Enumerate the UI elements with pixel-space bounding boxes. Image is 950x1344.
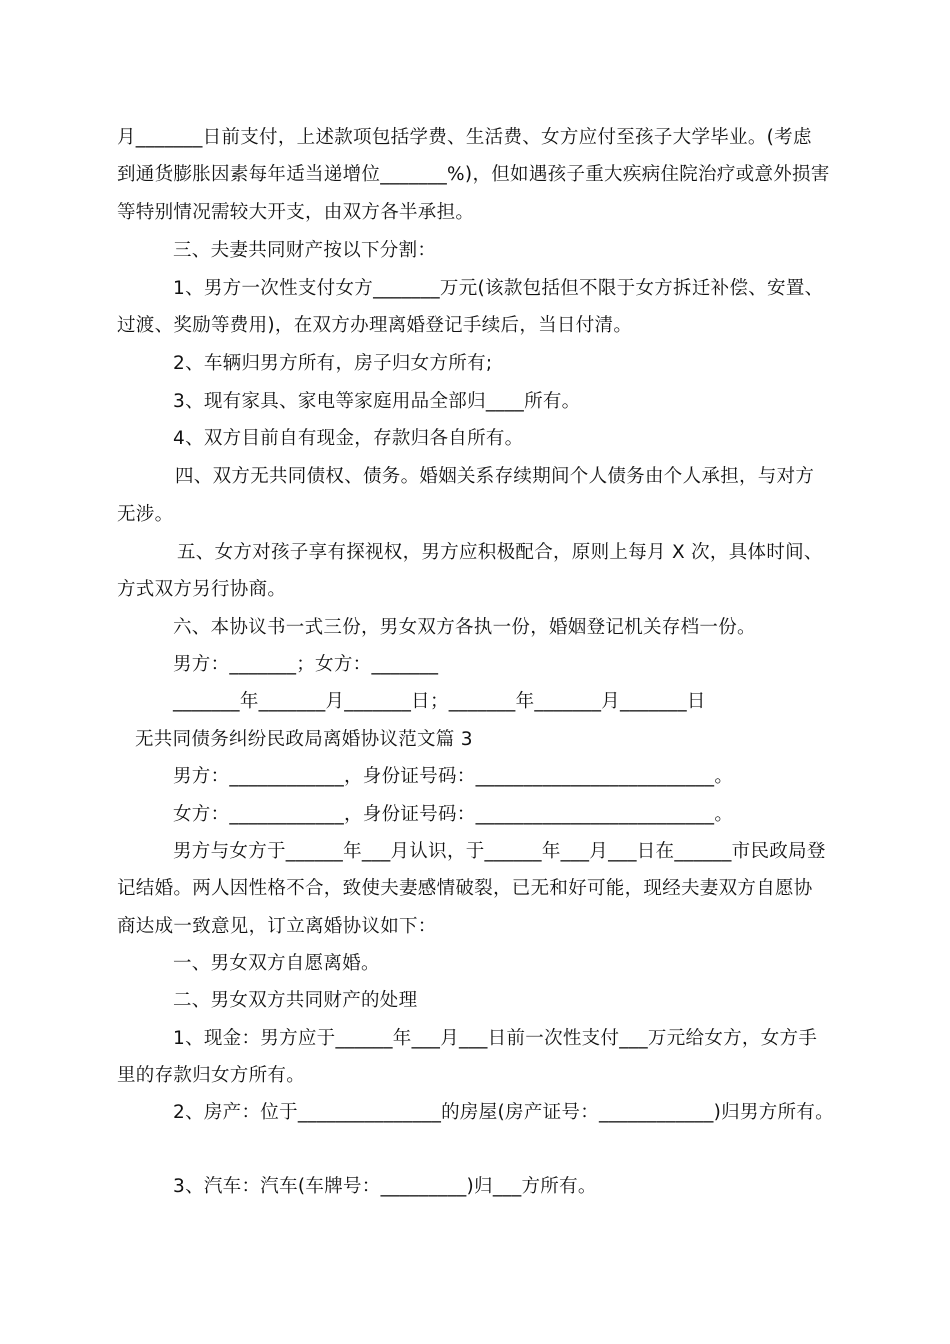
paragraph-line: 方式双方另行协商。 [117, 579, 287, 600]
date-line: _______年_______月_______日；_______年_______月_______日 [173, 691, 706, 712]
paragraph-line: 等特别情况需较大开支，由双方各半承担。 [117, 202, 475, 223]
signature-line: 男方：_______；女方：_______ [173, 654, 439, 675]
section-heading: 三、夫妻共同财产按以下分割： [173, 240, 437, 261]
paragraph-line: 1、现金：男方应于______年___月___日前一次性支付___万元给女方，女方手 [173, 1028, 818, 1049]
paragraph-line: 2、房产：位于_______________的房屋(房产证号：____________)归男方所有。 [173, 1102, 834, 1123]
paragraph-line: 1、男方一次性支付女方_______万元(该款包括但不限于女方拆迁补偿、安置、 [173, 278, 824, 299]
document-title: 无共同债务纠纷民政局离婚协议范文篇 3 [135, 729, 473, 750]
paragraph-line: 男方与女方于______年___月认识，于______年___月___日在______市民政局登 [173, 841, 826, 862]
paragraph-line: 月_______日前支付，上述款项包括学费、生活费、女方应付至孩子大学毕业。(考虑 [117, 127, 812, 148]
section-heading: 一、男女双方自愿离婚。 [173, 953, 380, 974]
party-line-male: 男方：____________，身份证号码：_________________________。 [173, 766, 734, 787]
paragraph-line: 到通货膨胀因素每年适当递增位_______%)，但如遇孩子重大疾病住院治疗或意外损害 [117, 164, 830, 185]
party-line-female: 女方：____________，身份证号码：_________________________。 [173, 804, 734, 825]
section-heading: 二、男女双方共同财产的处理 [173, 990, 418, 1011]
paragraph-line: 里的存款归女方所有。 [117, 1065, 306, 1086]
paragraph-line: 2、车辆归男方所有，房子归女方所有; [173, 353, 493, 374]
paragraph-line: 3、现有家具、家电等家庭用品全部归____所有。 [173, 391, 581, 412]
paragraph-line: 商达成一致意见，订立离婚协议如下： [117, 916, 437, 937]
paragraph-line: 记结婚。两人因性格不合，致使夫妻感情破裂，已无和好可能，现经夫妻双方自愿协 [117, 878, 813, 899]
paragraph-line: 过渡、奖励等费用)，在双方办理离婚登记手续后，当日付清。 [117, 315, 633, 336]
paragraph-line: 4、双方目前自有现金，存款归各自所有。 [173, 428, 524, 449]
paragraph-line: 无涉。 [117, 504, 174, 525]
section-heading: 六、本协议书一式三份，男女双方各执一份，婚姻登记机关存档一份。 [173, 617, 756, 638]
paragraph-line: 3、汽车：汽车(车牌号：_________)归___方所有。 [173, 1176, 597, 1197]
section-heading: 五、女方对孩子享有探视权，男方应积极配合，原则上每月 X 次，具体时间、 [177, 542, 823, 563]
section-heading: 四、双方无共同债权、债务。婚姻关系存续期间个人债务由个人承担，与对方 [175, 466, 815, 487]
